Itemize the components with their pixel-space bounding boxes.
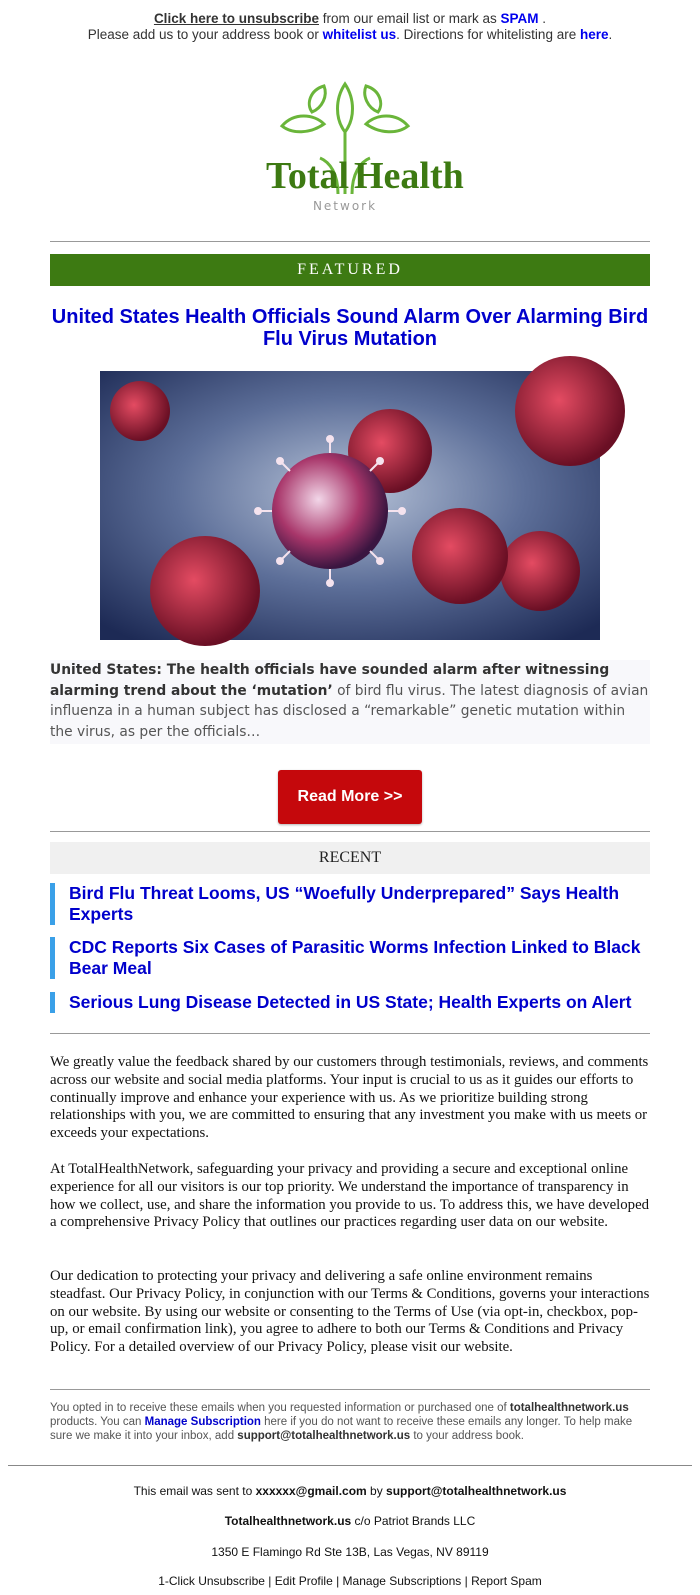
recent-item bbox=[50, 883, 650, 925]
optin-text: here if you do not want to receive these emails any longer. To help make sure we make it into your inbox, add bbox=[50, 1416, 633, 1442]
body-paragraph: Our dedication to protecting your privacy and delivering a safe online environment remains steadfast. Our Privacy Policy, in conjunction with our Terms & Conditions, governs your interactions on our website. By using our website or consenting to the Terms of Use (via opt-in, checkbox, pop-up, or email confirmation link), you agree to adhere to both our Terms & Conditions and Privacy Policy. For a detailed overview of our Privacy Policy, please visit our website. bbox=[50, 1268, 650, 1356]
plant-logo-icon bbox=[262, 74, 464, 214]
divider bbox=[50, 831, 650, 832]
logo-word-2: Health bbox=[354, 155, 464, 197]
link-separator: | bbox=[264, 1574, 275, 1588]
footer-address: 1350 E Flamingo Rd Ste 13B, Las Vegas, NV 89119 bbox=[211, 1545, 489, 1559]
footer-company-domain: Totalhealthnetwork.us bbox=[224, 1514, 352, 1528]
featured-excerpt bbox=[50, 660, 650, 744]
here-link[interactable]: here bbox=[579, 27, 609, 42]
optin-email: support@totalhealthnetwork.us bbox=[237, 1430, 411, 1442]
footer-text: c/o Patriot Brands LLC bbox=[351, 1514, 476, 1528]
footer-text: by bbox=[366, 1484, 387, 1498]
header-line-2 bbox=[0, 27, 700, 43]
header-notice bbox=[0, 0, 700, 43]
header-text: . Directions for whitelisting are bbox=[396, 27, 580, 42]
optin-text: products. You can bbox=[50, 1416, 145, 1428]
unsubscribe-link[interactable]: Click here to unsubscribe bbox=[153, 11, 319, 26]
header-text: Please add us to your address book or bbox=[87, 27, 323, 42]
optin-text: to your address book. bbox=[410, 1430, 524, 1442]
spam-link[interactable]: SPAM bbox=[500, 11, 539, 26]
link-separator: | bbox=[461, 1574, 472, 1588]
header-text: . bbox=[608, 27, 613, 42]
excerpt-lead: United States: The health officials have sounded alarm after witnessing alarming trend about the ‘mutation’ bbox=[50, 662, 610, 699]
featured-headline bbox=[50, 306, 650, 350]
logo-word-1: Total bbox=[266, 155, 350, 197]
manage-subscriptions-link[interactable]: Manage Subscriptions bbox=[342, 1574, 462, 1588]
virus-image-icon bbox=[100, 371, 600, 640]
report-spam-link[interactable]: Report Spam bbox=[471, 1574, 542, 1588]
total-health-network-logo[interactable] bbox=[262, 74, 464, 214]
footer-recipient: xxxxxx@gmail.com bbox=[255, 1484, 367, 1498]
recent-item bbox=[50, 992, 650, 1013]
logo-tagline: Network bbox=[312, 199, 378, 213]
featured-banner: FEATURED bbox=[50, 254, 650, 286]
footer-company bbox=[0, 1514, 700, 1528]
footer-sent-to bbox=[0, 1484, 700, 1498]
optin-text: You opted in to receive these emails when you requested information or purchased one of bbox=[50, 1402, 510, 1414]
featured-headline-link[interactable]: United States Health Officials Sound Alarm Over Alarming Bird Flu Virus Mutation bbox=[51, 306, 649, 350]
optin-domain: totalhealthnetwork.us bbox=[509, 1402, 629, 1414]
recent-item-link[interactable]: Bird Flu Threat Looms, US “Woefully Underprepared” Says Health Experts bbox=[69, 883, 620, 924]
header-text: from our email list or mark as bbox=[318, 11, 501, 26]
featured-image[interactable] bbox=[100, 371, 600, 640]
footer-divider bbox=[8, 1465, 692, 1466]
body-paragraph: We greatly value the feedback shared by our customers through testimonials, reviews, and comments across our website and social media platforms. Your input is crucial to us as it guides our efforts to continually improve and enhance your experience with us. As we prioritize building strong relationships with you, we are committed to ensuring that any investment you make with us meets or exceeds your expectations. bbox=[50, 1054, 649, 1142]
recent-item-link[interactable]: Serious Lung Disease Detected in US State; Health Experts on Alert bbox=[69, 992, 632, 1012]
one-click-unsubscribe[interactable]: 1-Click Unsubscribe bbox=[158, 1574, 265, 1588]
body-paragraph: At TotalHealthNetwork, safeguarding your privacy and providing a secure and exceptional online experience for all our visitors is our top priority. We understand the importance of transparency in how we collect, use, and share the information you provide to us. To address this, we have developed a comprehensive Privacy Policy that outlines our practices regarding user data on our website. bbox=[50, 1161, 650, 1231]
recent-header: RECENT bbox=[50, 842, 650, 874]
link-separator: | bbox=[332, 1574, 343, 1588]
edit-profile-link[interactable]: Edit Profile bbox=[274, 1574, 333, 1588]
recent-item-link[interactable]: CDC Reports Six Cases of Parasitic Worms Infection Linked to Black Bear Meal bbox=[69, 937, 641, 978]
divider bbox=[50, 241, 650, 242]
footer-sender: support@totalhealthnetwork.us bbox=[386, 1484, 567, 1498]
divider bbox=[50, 1389, 650, 1390]
header-text: . bbox=[538, 11, 547, 26]
whitelist-link[interactable]: whitelist us bbox=[322, 27, 397, 42]
excerpt-body: of bird flu virus. The latest diagnosis of avian influenza in a human subject has disclosed a “remarkable” genetic mutation within the virus, as per the officials… bbox=[50, 682, 649, 740]
read-more-button[interactable]: Read More >> bbox=[278, 770, 422, 824]
divider bbox=[50, 1033, 650, 1034]
header-line-1 bbox=[0, 11, 700, 27]
optin-notice bbox=[50, 1401, 650, 1443]
recent-item bbox=[50, 937, 650, 979]
footer-text: This email was sent to bbox=[133, 1484, 256, 1498]
footer-links bbox=[0, 1574, 700, 1588]
manage-subscription-link[interactable]: Manage Subscription bbox=[144, 1416, 261, 1428]
